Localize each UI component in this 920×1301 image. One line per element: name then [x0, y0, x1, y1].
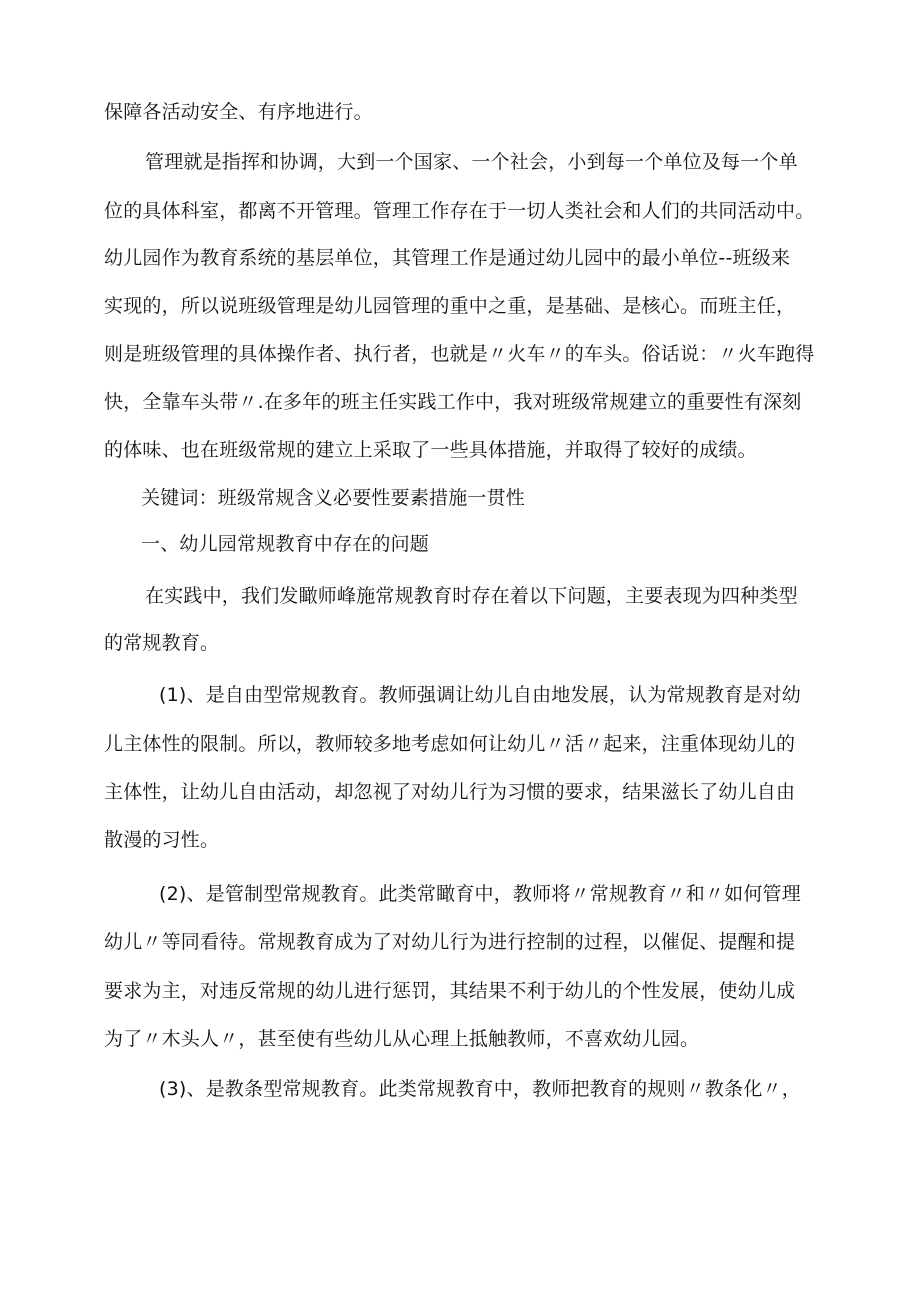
paragraph-line: 儿主体性的限制。所以，教师较多地考虑如何让幼儿〃活〃起来，注重体现幼儿的	[104, 733, 796, 755]
paragraph-line: 为了〃木头人〃，甚至使有些幼儿从心理上抵触教师，不喜欢幼儿园。	[104, 1028, 700, 1050]
paragraph-line: 则是班级管理的具体操作者、执行者，也就是〃火车〃的车头。俗话说：〃火车跑得	[104, 343, 815, 365]
paragraph-line: (3)、是教条型常规教育。此类常规教育中，教师把教育的规则〃教条化〃，	[159, 1078, 801, 1100]
paragraph-line: 位的具体科室，都离不开管理。管理工作存在于一切人类社会和人们的共同活动中。	[104, 200, 815, 222]
keywords-line: 关键词：班级常规含义必要性要素措施一贯性	[141, 487, 526, 509]
paragraph-line: 的体味、也在班级常规的建立上采取了一些具体措施，并取得了较好的成绩。	[104, 439, 757, 461]
paragraph-line: 主体性，让幼儿自由活动，却忽视了对幼儿行为习惯的要求，结果滋长了幼儿自由	[104, 781, 796, 803]
paragraph-line: 的常规教育。	[104, 632, 220, 654]
paragraph-line: 实现的，所以说班级管理是幼儿园管理的重中之重，是基础、是核心。而班主任，	[104, 295, 796, 317]
paragraph-line: 在实践中，我们发瞰师峰施常规教育时存在着以下问题，主要表现为四种类型	[145, 585, 798, 607]
paragraph-line: 保障各活动安全、有序地进行。	[104, 101, 373, 123]
paragraph-line: 幼儿园作为教育系统的基层单位，其管理工作是通过幼儿园中的最小单位--班级来	[104, 247, 791, 269]
paragraph-line: 管理就是指挥和协调，大到一个国家、一个社会，小到每一个单位及每一个单	[145, 151, 798, 173]
paragraph-line: (2)、是管制型常规教育。此类常瞰育中，教师将〃常规教育〃和〃如何管理	[159, 883, 801, 905]
paragraph-line: 散漫的习性。	[104, 829, 220, 851]
paragraph-line: (1)、是自由型常规教育。教师强调让幼儿自由地发展，认为常规教育是对幼	[159, 684, 801, 706]
paragraph-line: 快，全靠车头带〃.在多年的班主任实践工作中，我对班级常规建立的重要性有深刻	[104, 391, 802, 413]
section-heading: 一、幼儿园常规教育中存在的问题	[141, 533, 430, 555]
paragraph-line: 要求为主，对违反常规的幼儿进行惩罚，其结果不利于幼儿的个性发展，使幼儿成	[104, 980, 796, 1002]
paragraph-line: 幼儿〃等同看待。常规教育成为了对幼儿行为进行控制的过程，以催促、提醒和提	[104, 931, 796, 953]
